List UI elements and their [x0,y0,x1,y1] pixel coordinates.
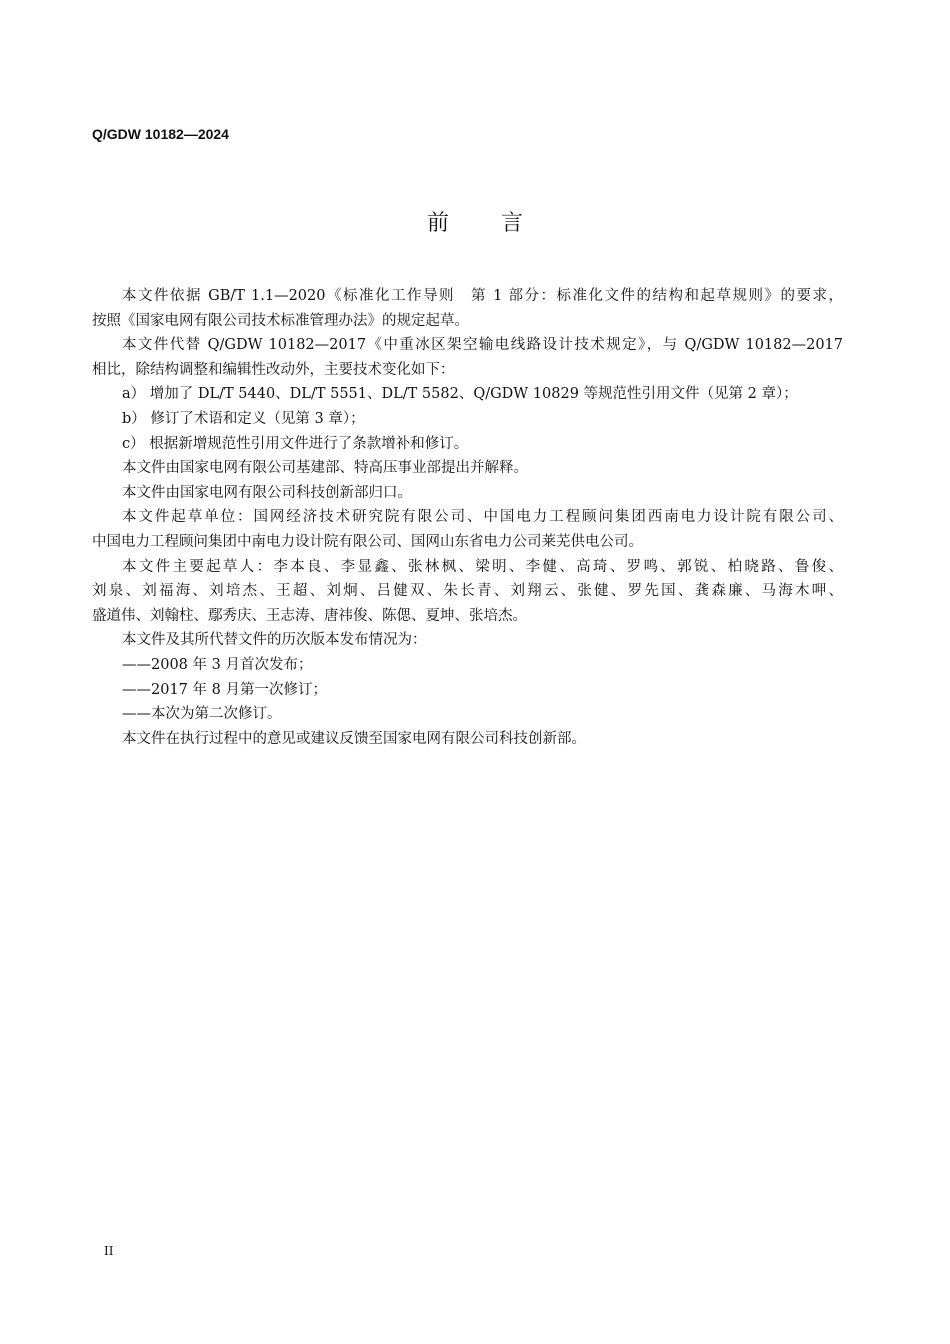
text-line: 按照《国家电网有限公司技术标准管理办法》的规定起草。 [92,312,469,329]
text-line: 本文件代替 Q/GDW 10182—2017《中重冰区架空输电线路设计技术规定》，与 Q/GDW 10182—2017 [122,337,843,354]
text-line: c） 根据新增规范性引用文件进行了条款增补和修订。 [122,435,469,452]
text-line: b） 修订了术语和定义（见第 3 章）； [122,410,365,427]
document-number: Q/GDW 10182—2024 [92,126,229,142]
text-line: a） 增加了 DL/T 5440、DL/T 5551、DL/T 5582、Q/GDW 10829 等规范性引用文件（见第 2 章）； [122,386,798,403]
text-line: ——2017 年 8 月第一次修订； [122,681,327,698]
text-line: 刘泉、刘福海、刘培杰、王超、刘炯、吕健双、朱长青、刘翔云、张健、罗先国、龚森廉、马海木呷、 [92,583,843,600]
text-line: 本文件及其所代替文件的历次版本发布情况为： [122,632,427,649]
text-line: 盛道伟、刘翰柱、鄢秀庆、王志涛、唐祎俊、陈偲、夏坤、张培杰。 [92,607,527,624]
text-line: 相比，除结构调整和编辑性改动外，主要技术变化如下： [92,361,455,378]
text-line: 本文件主要起草人：李本良、李显鑫、张林枫、梁明、李健、高琦、罗鸣、郭锐、柏晓路、鲁俊、 [122,558,843,575]
text-line: 中国电力工程顾问集团中南电力设计院有限公司、国网山东省电力公司莱芜供电公司。 [92,533,643,550]
page-title: 前言 [426,211,575,236]
text-line: 本文件由国家电网有限公司基建部、特高压事业部提出并解释。 [122,460,528,477]
text-line: 本文件依据 GB/T 1.1—2020《标准化工作导则 第 1 部分：标准化文件的结构和起草规则》的要求， [122,288,843,304]
foreword-body [92,284,843,751]
text-line: ——2008 年 3 月首次发布； [122,656,313,673]
text-line: 本文件起草单位：国网经济技术研究院有限公司、中国电力工程顾问集团西南电力设计院有限公司、 [122,509,843,526]
text-line: ——本次为第二次修订。 [122,706,282,723]
text-line: 本文件在执行过程中的意见或建议反馈至国家电网有限公司科技创新部。 [122,730,586,747]
text-line: 本文件由国家电网有限公司科技创新部归口。 [122,484,412,501]
page-number: II [104,1244,114,1258]
